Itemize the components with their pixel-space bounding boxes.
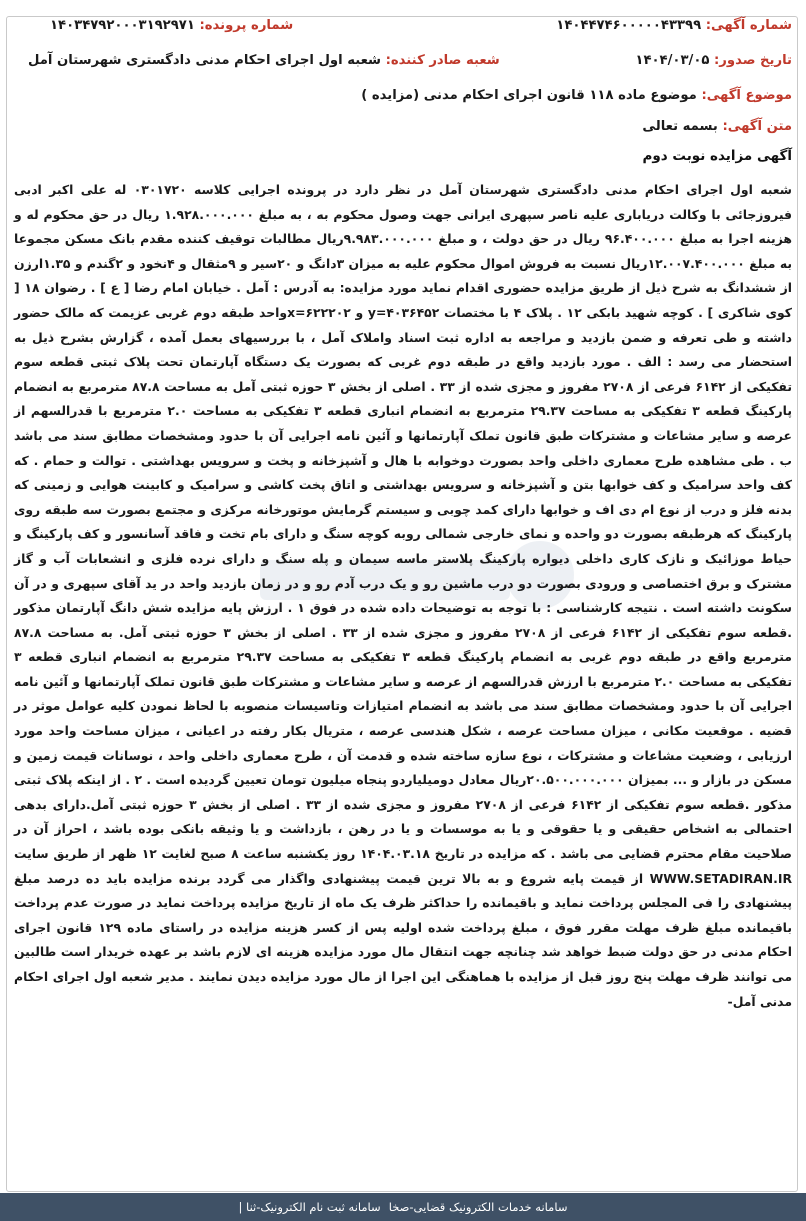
footer-sakha-link[interactable]: سامانه خدمات الکترونیک قضایی-صخا: [388, 1200, 568, 1214]
ad-text-label: متن آگهی:: [722, 119, 792, 134]
header-row-2: [14, 53, 792, 68]
issue-date-value: ۱۴۰۴/۰۳/۰۵: [635, 53, 710, 68]
issuer-label: شعبه صادر کننده:: [385, 53, 500, 68]
ad-number: [556, 18, 792, 33]
notice-document: [14, 18, 792, 1014]
footer-sana-link[interactable]: سامانه ثبت نام الکترونیک-ثنا |: [238, 1200, 381, 1214]
subject-label: موضوع آگهی:: [701, 88, 792, 103]
notice-body: شعبه اول اجرای احکام مدنی دادگستری شهرستان آمل در نظر دارد در پرونده اجرایی کلاسه ۰۳۰۱۷۲۰ له علی اکبر ادبی فیروزجائی با وکالت دریاباری علیه ناصر سپهری ایرانی جهت وصول محکوم به ، به مبلغ ۱.۹۲۸.۰۰۰.۰۰۰ ریال در حق محکوم له و هزینه اجرا به مبلغ ۹۶.۴۰۰.۰۰۰ ریال در حق دولت ، و مبلغ ۹.۹۸۳.۰۰۰.۰۰۰ریال مطالبات توقیف کننده مقدم بانک مسکن مجموعا به مبلغ ۱۲.۰۰۷.۴۰۰.۰۰۰ریال نسبت به فروش اموال محکوم علیه به میزان ۳دانگ و ۲۰سیر و ۹مثقال و ۴نخود و ۲گندم و ۱.۳۵ارزن از ششدانگ به شرح ذیل از طریق مزایده حضوری اقدام نماید مورد مزایده: به آدرس : آمل . خیابان امام رضا [ ع ] . رضوان ۱۸ [ کوی شاکری ] . کوچه شهید بابکی ۱۲ . پلاک ۴ با مختصات y=۴۰۳۶۴۵۲ و x=۶۲۲۲۰۲واحد طبقه دوم غربی عزیمت که مالک حضور داشته و طی تعرفه و ضمن بازدید و مراجعه به اداره ثبت اسناد واملاک آمل ، با بررسیهای بعمل آمده ، گزارش بشرح ذیل به استحضار می رسد : الف . مورد بازدید واقع در طبقه دوم غربی که بصورت یک دستگاه آپارتمان تحت پلاک ثبتی قطعه سوم تفکیکی از ۶۱۴۲ فرعی از ۲۷۰۸ مفروز و مجزی شده از ۳۳ . اصلی از بخش ۳ حوزه ثبتی آمل به مساحت ۸۷.۸ مترمربع به انضمام پارکینگ قطعه ۳ تفکیکی به مساحت ۲۹.۳۷ مترمربع به انضمام انباری قطعه ۳ تفکیکی به مساحت ۲.۰ مترمربع با قدرالسهم از عرصه و سایر مشاعات و مشترکات طبق قانون تملک آپارتمانها و آئین نامه اجرایی آن با حدود ومشخصات مطابق سند می باشد ب . طی مشاهده طرح معماری داخلی واحد بصورت دوخوابه با هال و آشپزخانه و پخت و سرویس بهداشتی . توالت و حمام . که کف واحد سرامیک و کف خوابها بتن و آشپزخانه و سرویس بهداشتی و اتاق پخت کاشی و سرامیک و کابینت هوایی و زمینی که بدنه فلز و درب از نوع ام دی اف و خوابها دارای کمد چوبی و سیستم گرمایش موتورخانه مرکزی و مجتمع بصورت سه طبقه روی پارکینگ که هرطبقه بصورت دو واحده و نمای خارجی شمالی روبه کوچه سنگ و دارای بام تخت و فاقد آسانسور و کف پارکینگ و حیاط موزائیک و نازک کاری داخلی دیواره پارکینگ پلاستر ماسه سیمان و پله سنگ و دارای نرده فلزی و انشعابات آب و گاز مشترک و برق اختصاصی و ورودی بصورت دو درب ماشین رو و یک درب آدم رو و در زمان بازدید واحد در ید آقای سپهری و در آن سکونت داشته است . نتیجه کارشناسی : با توجه به توضیحات داده شده در فوق ۱ . ارزش پایه مزایده شش دانگ آپارتمان مذکور .قطعه سوم تفکیکی از ۶۱۴۲ فرعی از ۲۷۰۸ مفروز و مجزی شده از ۳۳ . اصلی از بخش ۳ حوزه ثبتی آمل. به مساحت ۸۷.۸ مترمربع واقع در طبقه دوم غربی به انضمام پارکینگ قطعه ۳ تفکیکی به مساحت ۲۹.۳۷ مترمربع به انضمام انباری قطعه ۳ تفکیکی به مساحت ۲.۰ مترمربع با ارزش قدرالسهم از عرصه و سایر مشاعات و مشترکات طبق قانون تملک آپارتمانها و آئین نامه اجرایی آن با حدود ومشخصات مطابق سند می باشد به انضمام امتیازات وتاسیسات منصوبه با لحاظ نمودن کلیه عوامل موثر در قضیه . موقعیت مکانی ، میزان مساحت عرصه ، شکل هندسی عرصه ، متریال بکار رفته در اعیانی ، میزان مساحت واحد مورد ارزیابی ، وضعیت مشاعات و مشترکات ، نوع سازه ساخته شده و قدمت آن ، طرح معماری داخلی واحد ، نوسانات قیمت زمین و مسکن در بازار و ... بمیزان ۲۰.۵۰۰.۰۰۰.۰۰۰ریال معادل دومیلیاردو پنجاه میلیون تومان تعیین گردیده است . ۲ . از اینکه پلاک ثبتی مذکور .قطعه سوم تفکیکی از ۶۱۴۲ فرعی از ۲۷۰۸ مفروز و مجزی شده از ۳۳ . اصلی از بخش ۳ حوزه ثبتی آمل.دارای بدهی احتمالی به اشخاص حقیقی و یا حقوقی و یا به موسسات و یا در رهن ، بازداشت و یا وثیقه بانکی بوده باشد ، احراز آن در صلاحیت مقام محترم قضایی می باشد . که مزایده در تاریخ ۱۴۰۴.۰۳.۱۸ روز یکشنبه ساعت ۸ صبح لغایت ۱۲ ظهر از طریق سایت WWW.SETADIRAN.IR از قیمت پایه شروع و به بالا ترین قیمت پیشنهادی واگذار می گردد برنده مزایده باید ده درصد مبلغ پیشنهادی را فی المجلس پرداخت نماید و باقیمانده را حداکثر ظرف یک ماه از تاریخ مزایده پرداخت نماید در صورت عدم پرداخت باقیمانده مبلغ ظرف مهلت مقرر فوق ، مبلغ پرداخت شده اولیه پس از کسر هزینه مزایده در راستای ماده ۱۲۹ قانون اجرای احکام مدنی در حق دولت ضبط خواهد شد چنانچه جهت انتقال مال مورد مزایده هزینه ای لازم باشد بر عهده خریدار است طالبین می توانند ظرف مهلت پنج روز قبل از مزایده با هماهنگی این اجرا از مال مورد مزایده دیدن نمایند . مدیر شعبه اول اجرای احکام مدنی آمل-: [14, 182, 793, 1009]
ad-text-value: بسمه تعالی: [642, 119, 718, 134]
case-number-value: ۱۴۰۳۴۷۹۲۰۰۰۳۱۹۲۹۷۱: [50, 18, 195, 33]
case-number-label: شماره پرونده:: [199, 18, 294, 33]
notice-title: آگهی مزایده نوبت دوم: [642, 148, 792, 164]
ad-number-label: شماره آگهی:: [705, 18, 792, 33]
issue-date: [635, 53, 792, 68]
case-number: [50, 18, 293, 33]
issue-date-label: تاریخ صدور:: [714, 53, 792, 68]
issuer-value: شعبه اول اجرای احکام مدنی دادگستری شهرستان آمل: [28, 53, 382, 68]
issuer: [28, 53, 500, 68]
header-row-1: [14, 18, 792, 33]
subject: [14, 88, 792, 103]
ad-text: [14, 119, 792, 134]
subject-value: موضوع ماده ۱۱۸ قانون اجرای احکام مدنی (مزایده ): [361, 88, 697, 103]
ad-number-value: ۱۴۰۴۴۷۴۶۰۰۰۰۰۴۳۳۹۹: [556, 18, 702, 33]
footer-bar: [0, 1193, 806, 1221]
